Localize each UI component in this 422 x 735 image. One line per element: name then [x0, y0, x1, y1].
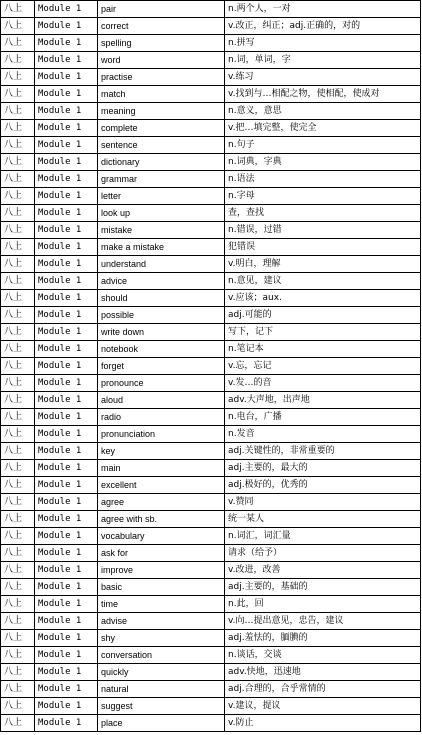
meaning-cell: v.发…的音	[225, 375, 421, 392]
word-cell: basic	[98, 579, 225, 596]
grade-cell: 八上	[1, 86, 35, 103]
module-cell: Module 1	[35, 137, 98, 154]
table-row	[1, 120, 421, 137]
table-row	[1, 86, 421, 103]
word-cell: understand	[98, 256, 225, 273]
meaning-cell: adj.合理的，合乎常情的	[225, 681, 421, 698]
module-cell: Module 1	[35, 579, 98, 596]
module-cell: Module 1	[35, 647, 98, 664]
grade-cell: 八上	[1, 171, 35, 188]
word-cell: agree with sb.	[98, 511, 225, 528]
meaning-cell: n.意见，建议	[225, 273, 421, 290]
table-row	[1, 256, 421, 273]
grade-cell: 八上	[1, 35, 35, 52]
meaning-cell: n.词典，字典	[225, 154, 421, 171]
table-row	[1, 426, 421, 443]
word-cell: shy	[98, 630, 225, 647]
table-row	[1, 358, 421, 375]
module-cell: Module 1	[35, 86, 98, 103]
word-cell: suggest	[98, 698, 225, 715]
meaning-cell: v.把…填完整，使完全	[225, 120, 421, 137]
word-cell: radio	[98, 409, 225, 426]
meaning-cell: n.词，单词，字	[225, 52, 421, 69]
grade-cell: 八上	[1, 324, 35, 341]
table-row	[1, 596, 421, 613]
meaning-cell: n.词汇，词汇量	[225, 528, 421, 545]
word-cell: key	[98, 443, 225, 460]
table-row	[1, 698, 421, 715]
grade-cell: 八上	[1, 681, 35, 698]
word-cell: forget	[98, 358, 225, 375]
module-cell: Module 1	[35, 273, 98, 290]
table-row	[1, 664, 421, 681]
table-row	[1, 528, 421, 545]
table-row	[1, 681, 421, 698]
meaning-cell: n.拼写	[225, 35, 421, 52]
meaning-cell: adj.关键性的，非常重要的	[225, 443, 421, 460]
meaning-cell: 犯错误	[225, 239, 421, 256]
grade-cell: 八上	[1, 188, 35, 205]
meaning-cell: adv.快地，迅速地	[225, 664, 421, 681]
meaning-cell: n.语法	[225, 171, 421, 188]
grade-cell: 八上	[1, 290, 35, 307]
module-cell: Module 1	[35, 290, 98, 307]
grade-cell: 八上	[1, 222, 35, 239]
grade-cell: 八上	[1, 1, 35, 18]
module-cell: Module 1	[35, 698, 98, 715]
module-cell: Module 1	[35, 613, 98, 630]
table-row	[1, 103, 421, 120]
meaning-cell: v.改正，纠正；adj.正确的，对的	[225, 18, 421, 35]
grade-cell: 八上	[1, 52, 35, 69]
word-cell: time	[98, 596, 225, 613]
word-cell: conversation	[98, 647, 225, 664]
module-cell: Module 1	[35, 52, 98, 69]
table-row	[1, 511, 421, 528]
table-row	[1, 477, 421, 494]
module-cell: Module 1	[35, 188, 98, 205]
table-row	[1, 1, 421, 18]
meaning-cell: v.防止	[225, 715, 421, 732]
meaning-cell: n.发音	[225, 426, 421, 443]
grade-cell: 八上	[1, 511, 35, 528]
table-row	[1, 375, 421, 392]
meaning-cell: v.应该；aux.	[225, 290, 421, 307]
meaning-cell: adj.主要的，基础的	[225, 579, 421, 596]
grade-cell: 八上	[1, 443, 35, 460]
module-cell: Module 1	[35, 715, 98, 732]
word-cell: grammar	[98, 171, 225, 188]
module-cell: Module 1	[35, 324, 98, 341]
word-cell: advise	[98, 613, 225, 630]
word-cell: excellent	[98, 477, 225, 494]
grade-cell: 八上	[1, 307, 35, 324]
grade-cell: 八上	[1, 409, 35, 426]
table-row	[1, 613, 421, 630]
table-row	[1, 239, 421, 256]
meaning-cell: 统一某人	[225, 511, 421, 528]
meaning-cell: 写下，记下	[225, 324, 421, 341]
table-row	[1, 205, 421, 222]
module-cell: Module 1	[35, 358, 98, 375]
module-cell: Module 1	[35, 528, 98, 545]
grade-cell: 八上	[1, 664, 35, 681]
table-row	[1, 35, 421, 52]
meaning-cell: 请求（给予）	[225, 545, 421, 562]
module-cell: Module 1	[35, 511, 98, 528]
meaning-cell: v.明白，理解	[225, 256, 421, 273]
module-cell: Module 1	[35, 681, 98, 698]
module-cell: Module 1	[35, 307, 98, 324]
meaning-cell: v.建议，提议	[225, 698, 421, 715]
module-cell: Module 1	[35, 18, 98, 35]
grade-cell: 八上	[1, 596, 35, 613]
module-cell: Module 1	[35, 69, 98, 86]
meaning-cell: v.改进，改善	[225, 562, 421, 579]
word-cell: main	[98, 460, 225, 477]
grade-cell: 八上	[1, 341, 35, 358]
meaning-cell: n.此，回	[225, 596, 421, 613]
table-row	[1, 137, 421, 154]
module-cell: Module 1	[35, 120, 98, 137]
word-cell: ask for	[98, 545, 225, 562]
word-cell: spelling	[98, 35, 225, 52]
word-cell: dictionary	[98, 154, 225, 171]
meaning-cell: adj.极好的，优秀的	[225, 477, 421, 494]
meaning-cell: n.电台，广播	[225, 409, 421, 426]
table-row	[1, 222, 421, 239]
module-cell: Module 1	[35, 341, 98, 358]
module-cell: Module 1	[35, 426, 98, 443]
word-cell: complete	[98, 120, 225, 137]
grade-cell: 八上	[1, 528, 35, 545]
table-row	[1, 273, 421, 290]
grade-cell: 八上	[1, 273, 35, 290]
word-cell: sentence	[98, 137, 225, 154]
table-row	[1, 409, 421, 426]
module-cell: Module 1	[35, 239, 98, 256]
grade-cell: 八上	[1, 69, 35, 86]
table-row	[1, 18, 421, 35]
word-cell: quickly	[98, 664, 225, 681]
meaning-cell: adj.可能的	[225, 307, 421, 324]
module-cell: Module 1	[35, 375, 98, 392]
table-row	[1, 392, 421, 409]
module-cell: Module 1	[35, 494, 98, 511]
module-cell: Module 1	[35, 460, 98, 477]
grade-cell: 八上	[1, 18, 35, 35]
table-row	[1, 154, 421, 171]
grade-cell: 八上	[1, 630, 35, 647]
table-row	[1, 460, 421, 477]
meaning-cell: adv.大声地，出声地	[225, 392, 421, 409]
grade-cell: 八上	[1, 375, 35, 392]
module-cell: Module 1	[35, 596, 98, 613]
table-row	[1, 562, 421, 579]
table-row	[1, 545, 421, 562]
meaning-cell: n.意义，意思	[225, 103, 421, 120]
word-cell: look up	[98, 205, 225, 222]
table-row	[1, 52, 421, 69]
word-cell: mistake	[98, 222, 225, 239]
word-cell: advice	[98, 273, 225, 290]
word-cell: word	[98, 52, 225, 69]
vocabulary-table-body	[1, 1, 421, 732]
grade-cell: 八上	[1, 426, 35, 443]
module-cell: Module 1	[35, 205, 98, 222]
word-cell: aloud	[98, 392, 225, 409]
grade-cell: 八上	[1, 715, 35, 732]
table-row	[1, 579, 421, 596]
word-cell: notebook	[98, 341, 225, 358]
grade-cell: 八上	[1, 698, 35, 715]
word-cell: vocabulary	[98, 528, 225, 545]
meaning-cell: v.练习	[225, 69, 421, 86]
module-cell: Module 1	[35, 35, 98, 52]
meaning-cell: v.向…提出意见，忠告，建议	[225, 613, 421, 630]
table-row	[1, 307, 421, 324]
table-row	[1, 69, 421, 86]
module-cell: Module 1	[35, 222, 98, 239]
grade-cell: 八上	[1, 120, 35, 137]
table-row	[1, 290, 421, 307]
table-row	[1, 443, 421, 460]
grade-cell: 八上	[1, 239, 35, 256]
word-cell: possible	[98, 307, 225, 324]
grade-cell: 八上	[1, 460, 35, 477]
meaning-cell: v.忘，忘记	[225, 358, 421, 375]
meaning-cell: v.赞同	[225, 494, 421, 511]
table-row	[1, 494, 421, 511]
table-row	[1, 715, 421, 732]
word-cell: correct	[98, 18, 225, 35]
table-row	[1, 647, 421, 664]
meaning-cell: n.笔记本	[225, 341, 421, 358]
grade-cell: 八上	[1, 545, 35, 562]
module-cell: Module 1	[35, 392, 98, 409]
grade-cell: 八上	[1, 613, 35, 630]
word-cell: make a mistake	[98, 239, 225, 256]
grade-cell: 八上	[1, 358, 35, 375]
word-cell: agree	[98, 494, 225, 511]
table-row	[1, 171, 421, 188]
grade-cell: 八上	[1, 562, 35, 579]
grade-cell: 八上	[1, 477, 35, 494]
table-row	[1, 341, 421, 358]
word-cell: letter	[98, 188, 225, 205]
module-cell: Module 1	[35, 256, 98, 273]
grade-cell: 八上	[1, 154, 35, 171]
word-cell: practise	[98, 69, 225, 86]
module-cell: Module 1	[35, 443, 98, 460]
module-cell: Module 1	[35, 1, 98, 18]
word-cell: pronunciation	[98, 426, 225, 443]
grade-cell: 八上	[1, 205, 35, 222]
meaning-cell: adj.羞怯的，腼腆的	[225, 630, 421, 647]
word-cell: pair	[98, 1, 225, 18]
module-cell: Module 1	[35, 477, 98, 494]
grade-cell: 八上	[1, 103, 35, 120]
meaning-cell: 查，查找	[225, 205, 421, 222]
module-cell: Module 1	[35, 630, 98, 647]
meaning-cell: n.两个人，一对	[225, 1, 421, 18]
word-cell: pronounce	[98, 375, 225, 392]
module-cell: Module 1	[35, 664, 98, 681]
word-cell: match	[98, 86, 225, 103]
word-cell: improve	[98, 562, 225, 579]
module-cell: Module 1	[35, 103, 98, 120]
table-row	[1, 324, 421, 341]
meaning-cell: adj.主要的，最大的	[225, 460, 421, 477]
grade-cell: 八上	[1, 137, 35, 154]
grade-cell: 八上	[1, 256, 35, 273]
word-cell: meaning	[98, 103, 225, 120]
grade-cell: 八上	[1, 579, 35, 596]
word-cell: should	[98, 290, 225, 307]
module-cell: Module 1	[35, 154, 98, 171]
meaning-cell: n.字母	[225, 188, 421, 205]
word-cell: write down	[98, 324, 225, 341]
meaning-cell: n.句子	[225, 137, 421, 154]
grade-cell: 八上	[1, 647, 35, 664]
module-cell: Module 1	[35, 562, 98, 579]
table-row	[1, 188, 421, 205]
grade-cell: 八上	[1, 494, 35, 511]
table-row	[1, 630, 421, 647]
module-cell: Module 1	[35, 409, 98, 426]
grade-cell: 八上	[1, 392, 35, 409]
meaning-cell: v.找到与…相配之物，使相配，使成对	[225, 86, 421, 103]
module-cell: Module 1	[35, 545, 98, 562]
module-cell: Module 1	[35, 171, 98, 188]
word-cell: place	[98, 715, 225, 732]
meaning-cell: n.错误，过错	[225, 222, 421, 239]
meaning-cell: n.谈话，交谈	[225, 647, 421, 664]
word-cell: natural	[98, 681, 225, 698]
